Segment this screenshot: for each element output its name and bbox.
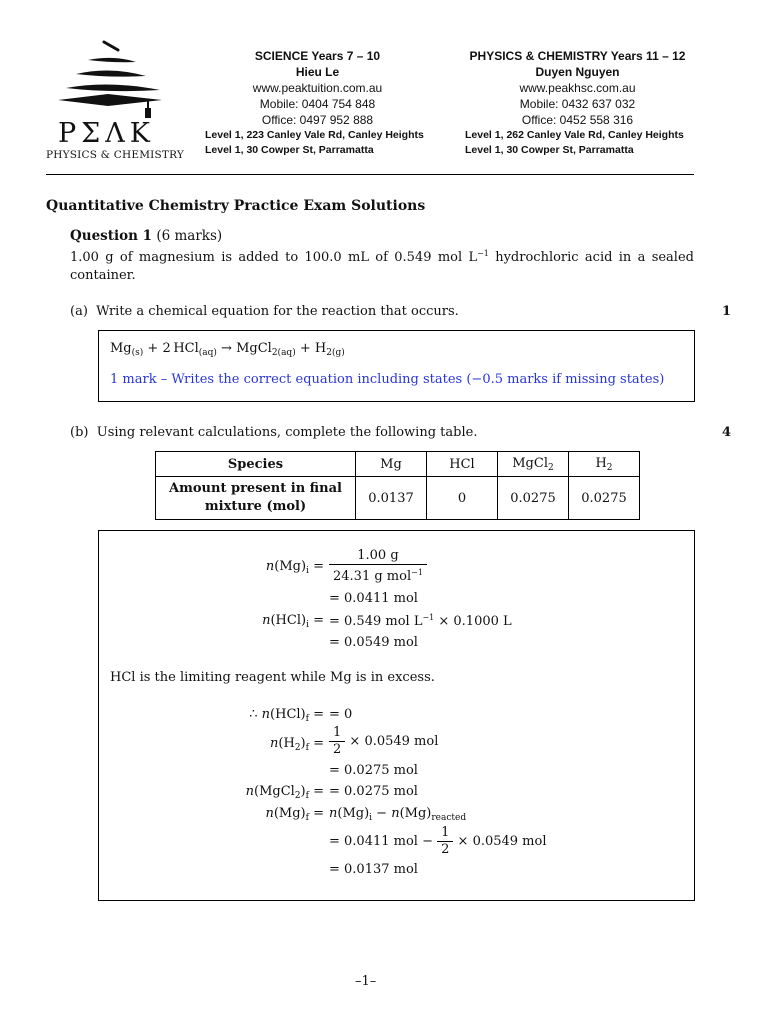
calc-nmg-final-substitution: = 0.0411 mol − $\frac{1}{2}$ × 0.0549 mol <box>329 825 547 857</box>
table-header-row <box>156 452 640 477</box>
calc-nhcl-lhs: $n(HCl)_i$ = <box>262 613 324 630</box>
contact-right-website[interactable]: www.peakhsc.com.au <box>519 81 636 95</box>
table-cell-mgcl2: 0.0275 <box>498 477 569 520</box>
part-a-answer-box <box>98 330 695 402</box>
question-marks: (6 marks) <box>156 228 223 244</box>
part-a-text: Write a chemical equation for the reaction that occurs. <box>96 304 459 319</box>
part-b-working-box <box>98 530 695 901</box>
table-cell-h2: 0.0275 <box>569 477 640 520</box>
calc-nmg-final-lhs: $n(Mg)_f$ = <box>265 806 324 823</box>
brand-name: PΣΛK <box>58 118 155 149</box>
species-table <box>155 451 640 520</box>
question-label: Question 1 <box>70 228 153 244</box>
calc-nhcl-final-lhs: ∴ $n(HCl)_f$ = <box>249 707 324 724</box>
table-header-mgcl2: MgCl$_2$ <box>498 452 569 477</box>
part-a-mark-note: 1 mark – Writes the correct equation including states (−0.5 marks if missing states) <box>110 372 665 387</box>
table-row-label: Amount present in final mixture (mol) <box>156 477 356 520</box>
part-a-prompt <box>70 304 459 319</box>
contact-left-name: Hieu Le <box>295 65 340 79</box>
contact-right <box>465 48 695 158</box>
part-a-marks: 1 <box>722 304 732 319</box>
contact-left-website[interactable]: www.peaktuition.com.au <box>252 81 383 95</box>
page-number: –1– <box>355 974 377 989</box>
calc-nh2-result: = 0.0275 mol <box>329 763 418 778</box>
contact-right-office: Office: 0452 558 316 <box>521 113 634 127</box>
contact-left <box>205 48 435 158</box>
calc-nmg-fraction: $\frac{1.00 g}{24.31 g mol^{-1}}$ <box>329 548 427 585</box>
table-header-mg: Mg <box>356 452 427 477</box>
calc-nmgcl2-result: = 0.0275 mol <box>329 784 418 799</box>
calc-nmg-final-expression: $n(Mg)_i - n(Mg)_{reacted}$ <box>329 806 467 823</box>
calc-nhcl-result: = 0.0549 mol <box>329 635 418 650</box>
contact-right-heading: PHYSICS & CHEMISTRY Years 11 – 12 <box>469 49 686 63</box>
calc-nmgcl2-lhs: $n(MgCl_2)_f$ = <box>245 784 324 801</box>
calc-nhcl-final: = 0 <box>329 707 353 722</box>
header-divider <box>46 174 694 175</box>
contact-right-name: Duyen Nguyen <box>535 65 620 79</box>
table-cell-mg: 0.0137 <box>356 477 427 520</box>
contact-left-address-2: Level 1, 30 Cowper St, Parramatta <box>205 144 374 156</box>
part-b-marks: 4 <box>722 425 732 440</box>
calc-nh2-lhs: $n(H_2)_f$ = <box>270 736 324 753</box>
table-row <box>156 477 640 520</box>
contact-left-heading: SCIENCE Years 7 – 10 <box>254 49 381 63</box>
contact-left-mobile: Mobile: 0404 754 848 <box>259 97 376 111</box>
contact-right-address-2: Level 1, 30 Cowper St, Parramatta <box>465 144 634 156</box>
document-title: Quantitative Chemistry Practice Exam Solutions <box>46 198 426 214</box>
table-header-species: Species <box>156 452 356 477</box>
part-b-prompt <box>70 425 477 440</box>
brand-subtitle: PHYSICS & CHEMISTRY <box>46 149 185 161</box>
calc-nmg-lhs: $n(Mg)_i$ = <box>265 559 324 576</box>
part-a-label: (a) <box>70 304 88 319</box>
part-b-text: Using relevant calculations, complete the following table. <box>96 425 478 440</box>
contact-left-office: Office: 0497 952 888 <box>261 113 374 127</box>
table-cell-hcl: 0 <box>427 477 498 520</box>
question-heading <box>70 228 222 244</box>
calc-nmg-final-result: = 0.0137 mol <box>329 862 418 877</box>
calc-nmg-result: = 0.0411 mol <box>329 591 418 606</box>
calc-nhcl-expression: = 0.549 mol $L^{-1} \times 0.1000$ L <box>329 613 512 629</box>
table-header-h2: $H_2$ <box>569 452 640 477</box>
contact-left-address-1: Level 1, 223 Canley Vale Rd, Canley Heights <box>205 129 424 141</box>
table-header-hcl: HCl <box>427 452 498 477</box>
limiting-reagent-statement: HCl is the limiting reagent while Mg is in excess. <box>110 670 435 685</box>
question-intro: 1.00 g of magnesium is added to 100.0 mL of 0.549 mol $L^{-1}$ hydrochloric acid in a sealed container. <box>70 249 694 283</box>
calc-nh2-expression: $\frac{1}{2}$ × 0.0549 mol <box>329 725 438 758</box>
contact-right-mobile: Mobile: 0432 637 032 <box>519 97 636 111</box>
contact-right-address-1: Level 1, 262 Canley Vale Rd, Canley Heights <box>465 129 684 141</box>
part-b-label: (b) <box>70 425 89 440</box>
chemical-equation: $Mg_{(s)} + 2$ HCl$_{(aq)}$ → MgCl$_{2(aq)}$ + $H_{2(g)}$ <box>110 341 345 358</box>
